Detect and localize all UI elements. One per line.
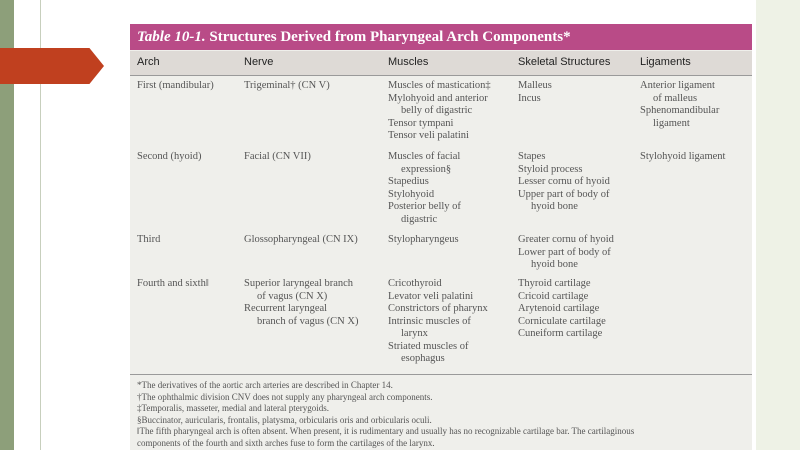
cell-nerve-fourth-sixth: Superior laryngeal branch of vagus (CN X) Recurrent laryngeal branch of vagus (CN X) [244,278,359,327]
cell-arch-second: Second (hyoid) [137,151,202,162]
table-title: Structures Derived from Pharyngeal Arch Components* [209,29,571,45]
footnote: components of the fourth and sixth arches fuse to form the cartilages of the larynx. [137,437,435,448]
cell-ligaments-first: Anterior ligament of malleus Sphenomandibular ligament [640,80,720,129]
cell-muscles-first: Muscles of mastication‡ Mylohyoid and anterior belly of digastric Tensor tympani Tensor veli palatini [388,80,491,141]
header-nerve: Nerve [244,56,274,68]
slide-arrow-shape [0,48,104,84]
cell-muscles-third: Stylopharyngeus [388,234,459,245]
cell-skeletal-second: Stapes Styloid process Lesser cornu of hyoid Upper part of body of hyoid bone [518,151,610,212]
header-arch: Arch [137,56,160,68]
footnote: ‖The fifth pharyngeal arch is often absent. When present, it is rudimentary and usually has no recognizable cartilage bar. The cartilaginous [137,426,635,437]
footer-rule [130,374,752,375]
table-header-row [130,51,752,75]
cell-skeletal-third: Greater cornu of hyoid Lower part of body of hyoid bone [518,234,614,270]
slide-right-accent-bar [756,0,800,450]
header-rule [130,75,752,76]
cell-muscles-second: Muscles of facial expression§ Stapedius Stylohyoid Posterior belly of digastric [388,151,461,225]
header-skeletal-structures: Skeletal Structures [518,56,611,68]
cell-nerve-first: Trigeminal† (CN V) [244,80,330,91]
cell-skeletal-fourth-sixth: Thyroid cartilage Cricoid cartilage Arytenoid cartilage Corniculate cartilage Cuneiform cartilage [518,278,606,339]
cell-nerve-third: Glossopharyngeal (CN IX) [244,234,358,245]
footnote: ‡Temporalis, masseter, medial and lateral pterygoids. [137,403,329,414]
cell-ligaments-second: Stylohyoid ligament [640,151,726,162]
header-ligaments: Ligaments [640,56,691,68]
table-title-bar [130,24,752,50]
footnote: *The derivatives of the aortic arch arteries are described in Chapter 14. [137,380,393,390]
table-number: Table 10-1. [137,29,206,45]
cell-nerve-second: Facial (CN VII) [244,151,311,162]
table-footnotes [137,380,749,450]
header-muscles: Muscles [388,56,429,68]
cell-arch-fourth-sixth: Fourth and sixth‖ [137,278,209,289]
cell-muscles-fourth-sixth: Cricothyroid Levator veli palatini Constrictors of pharynx Intrinsic muscles of larynx Striated muscles of esophagus [388,278,488,364]
cell-arch-first: First (mandibular) [137,80,214,91]
cell-skeletal-first: Malleus Incus [518,80,552,104]
table-scan-image [130,24,752,450]
footnote: †The ophthalmic division CNV does not supply any pharyngeal arch components. [137,391,433,402]
footnote: §Buccinator, auricularis, frontalis, platysma, orbicularis oris and orbicularis oculi. [137,414,432,425]
cell-arch-third: Third [137,234,161,245]
